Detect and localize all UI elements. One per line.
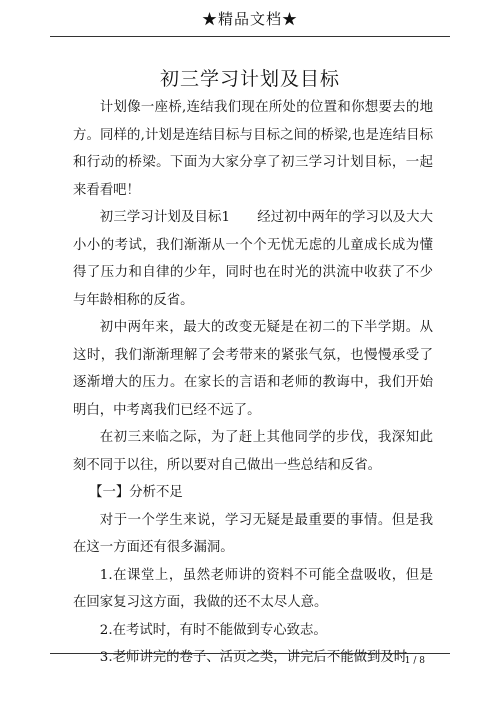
header-banner: ★精品文档★ xyxy=(201,10,298,28)
page-number: 1 / 8 xyxy=(404,656,425,666)
header-divider xyxy=(50,36,450,37)
paragraph-study-importance: 对于一个学生来说，学习无疑是最重要的事情。但是我在这一方面还有很多漏洞。 xyxy=(73,512,433,555)
list-item-2: 2.在考试时，有时不能做到专心致志。 xyxy=(99,622,327,638)
section-heading-analysis: 【一】分析不足 xyxy=(89,485,183,500)
footer-divider xyxy=(50,653,450,654)
paragraph-reflection: 在初三来临之际，为了赶上其他同学的步伐，我深知此刻不同于以往，所以要对自己做出一些总结和反省。 xyxy=(73,430,433,473)
page-title: 初三学习计划及目标 xyxy=(159,68,340,90)
paragraph-plan-1: 初三学习计划及目标1 经过初中两年的学习以及大大小小的考试，我们渐渐从一个个无忧无虑的儿童成长成为懂得了压力和自律的少年，同时也在时光的洪流中收获了不少与年龄相称的反省。 xyxy=(73,210,433,308)
list-item-1: 1.在课堂上，虽然老师讲的资料不可能全盘吸收，但是在回家复习这方面，我做的还不太尽人意。 xyxy=(73,567,433,610)
list-item-3: 3.老师讲完的卷子、活页之类，讲完后不能做到及时 xyxy=(99,650,408,665)
paragraph-change: 初中两年来，最大的改变无疑是在初二的下半学期。从这时，我们渐渐理解了会考带来的紧张气氛，也慢慢承受了逐渐增大的压力。在家长的言语和老师的教诲中，我们开始明白，中考离我们已经不远了。 xyxy=(73,320,433,418)
document-body xyxy=(73,94,433,672)
paragraph-intro: 计划像一座桥,连结我们现在所处的位置和你想要去的地方。同样的,计划是连结目标与目标之间的桥梁,也是连结目标和行动的桥梁。下面为大家分享了初三学习计划目标，一起来看看吧！ xyxy=(73,100,433,198)
